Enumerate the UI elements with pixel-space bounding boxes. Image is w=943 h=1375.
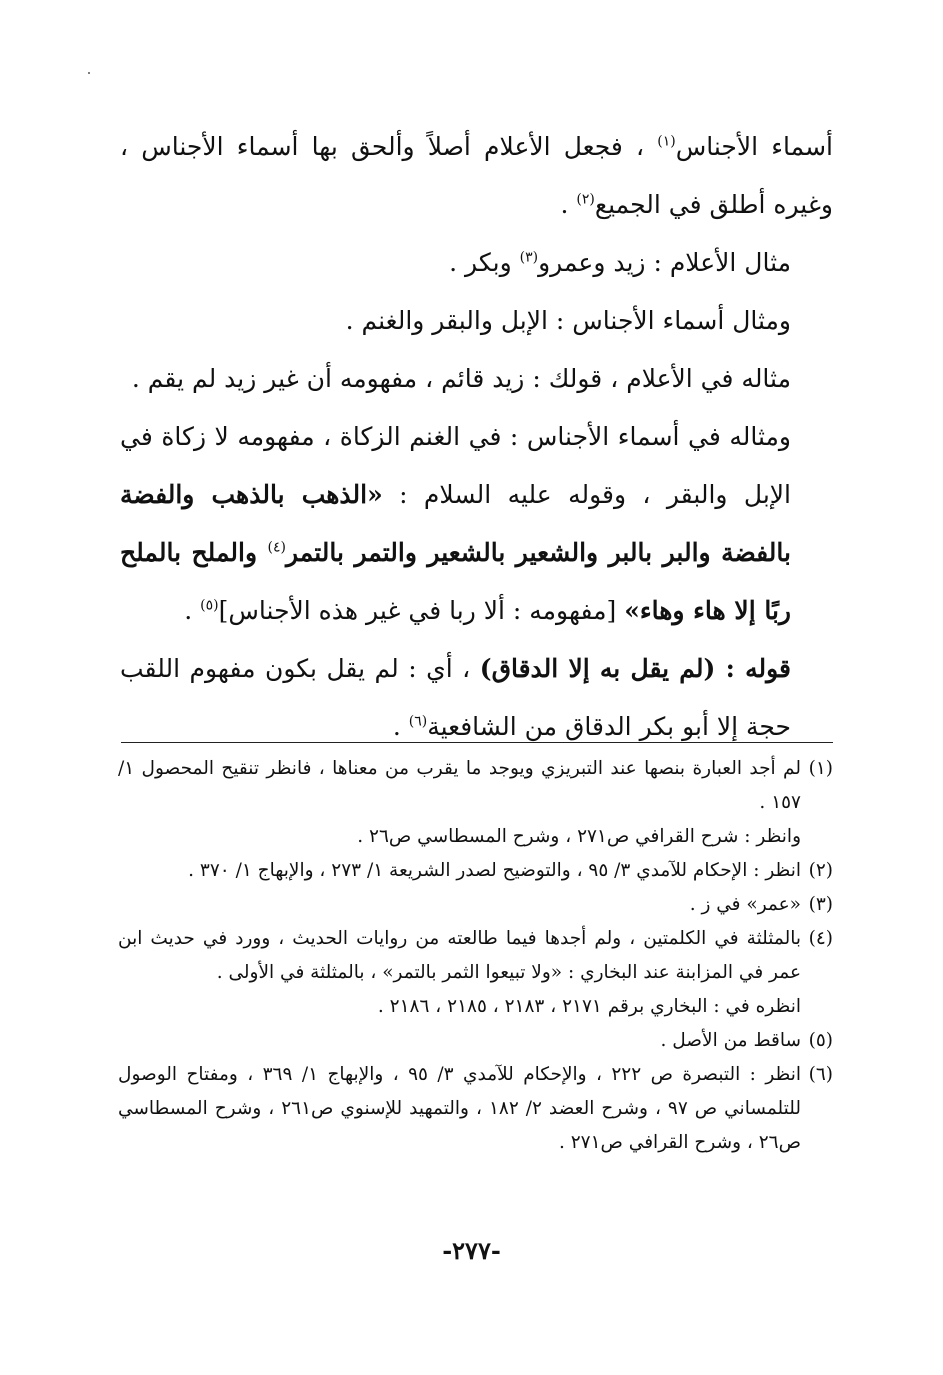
footnote-number: (٣): [808, 894, 833, 915]
scan-speck: [88, 72, 90, 74]
paragraph-5: [120, 408, 833, 640]
footnote-1: [118, 752, 833, 820]
footnote-text: «عمر» في ز .: [689, 894, 801, 915]
footnote-ref-5: (٥): [200, 597, 219, 614]
hadith-quote: «الذهب بالذهب والفضة بالفضة والبر بالبر والشعير بالشعير والتمر بالتمر: [120, 480, 791, 567]
text-run: ومثاله في أسماء الأجناس : في الغنم الزكاة ، مفهومه لا زكاة في الإبل والبقر ، وقوله عليه السلام :: [120, 422, 791, 509]
paragraph-2: [120, 234, 833, 292]
text-run: .: [184, 596, 201, 625]
footnote-number: (٤): [808, 928, 833, 949]
footnote-number: (٦): [808, 1064, 833, 1085]
text-run: وبكر .: [449, 248, 520, 277]
footnote-text: انظر : الإحكام للآمدي ٣/ ٩٥ ، والتوضيح لصدر الشريعة ١/ ٢٧٣ ، والإبهاج ١/ ٣٧٠ .: [188, 860, 801, 881]
footnote-text: انظر : التبصرة ص ٢٢٢ ، والإحكام للآمدي ٣/ ٩٥ ، والإبهاج ١/ ٣٦٩ ، ومفتاح الوصول للتلمساني ص ٩٧ ، وشرح العضد ٢/ ١٨٢ ، والتمهيد للإسنوي ص٢٦١ ، وشرح المسطاسي ص٢٦ ، وشرح القرافي ص٢٧١ .: [118, 1064, 801, 1153]
footnote-ref-3: (٣): [519, 249, 539, 266]
paragraph-3: ومثال أسماء الأجناس : الإبل والبقر والغنم .: [345, 306, 791, 335]
footnote-3: [118, 888, 833, 922]
footnote-1-continuation: وانظر : شرح القرافي ص٢٧١ ، وشرح المسطاسي ص٢٦ .: [357, 826, 801, 847]
footnote-text: بالمثلثة في الكلمتين ، ولم أجدها فيما طالعته من روايات الحديث ، وورد في حديث ابن عمر في المزابنة عند البخاري : «ولا تبيعوا الثمر بالتمر» ، بالمثلثة في الأولى .: [118, 928, 801, 983]
footnote-number: (١): [808, 758, 833, 779]
hadith-quote-end: والملح بالملح ربًا إلا هاء وهاء»: [120, 538, 791, 625]
footnote-ref-6: (٦): [408, 713, 428, 730]
text-run: ، أي : لم يقل بكون مفهوم اللقب حجة إلا أبو بكر الدقاق من الشافعية: [120, 654, 791, 741]
footnote-ref-4: (٤): [267, 539, 287, 556]
main-body-text: [120, 118, 833, 756]
text-run: مثال الأعلام : زيد وعمرو: [538, 248, 791, 277]
footnote-text: لم أجد العبارة بنصها عند التبريزي ويوجد ما يقرب من معناها ، فانظر تنقيح المحصول ١/ ١٥٧ .: [118, 758, 801, 813]
footnote-number: (٥): [808, 1030, 833, 1051]
footnote-number: (٢): [808, 860, 833, 881]
text-run: أسماء الأجناس: [675, 132, 833, 161]
paragraph-6: [120, 640, 833, 756]
footnote-4-continuation: انظره في : البخاري برقم ٢١٧١ ، ٢١٨٣ ، ٢١٨٥ ، ٢١٨٦ .: [377, 996, 801, 1017]
footnote-text: ساقط من الأصل .: [660, 1030, 801, 1051]
footnote-6: [118, 1058, 833, 1160]
footnote-separator: [121, 742, 833, 743]
footnote-5: [118, 1024, 833, 1058]
paragraph-4: مثاله في الأعلام ، قولك : زيد قائم ، مفهومه أن غير زيد لم يقم .: [131, 364, 791, 393]
text-run: ، فجعل الأعلام أصلاً وألحق بها أسماء الأجناس ، وغيره أطلق في الجميع: [120, 132, 833, 219]
text-run: [مفهومه : ألا ربا في غير هذه الأجناس]: [218, 596, 625, 625]
footnote-2: [118, 854, 833, 888]
paragraph-1: [120, 118, 833, 234]
text-run: .: [392, 712, 409, 741]
footnotes-section: [118, 752, 833, 1160]
text-run: .: [560, 190, 577, 219]
page-number: -٢٧٧-: [442, 1236, 501, 1265]
footnote-ref-2: (٢): [576, 191, 595, 208]
footnote-ref-1: (١): [657, 133, 676, 150]
footnote-4: [118, 922, 833, 990]
commentary-lemma: قوله : (لم يقل به إلا الدقاق): [479, 654, 791, 683]
